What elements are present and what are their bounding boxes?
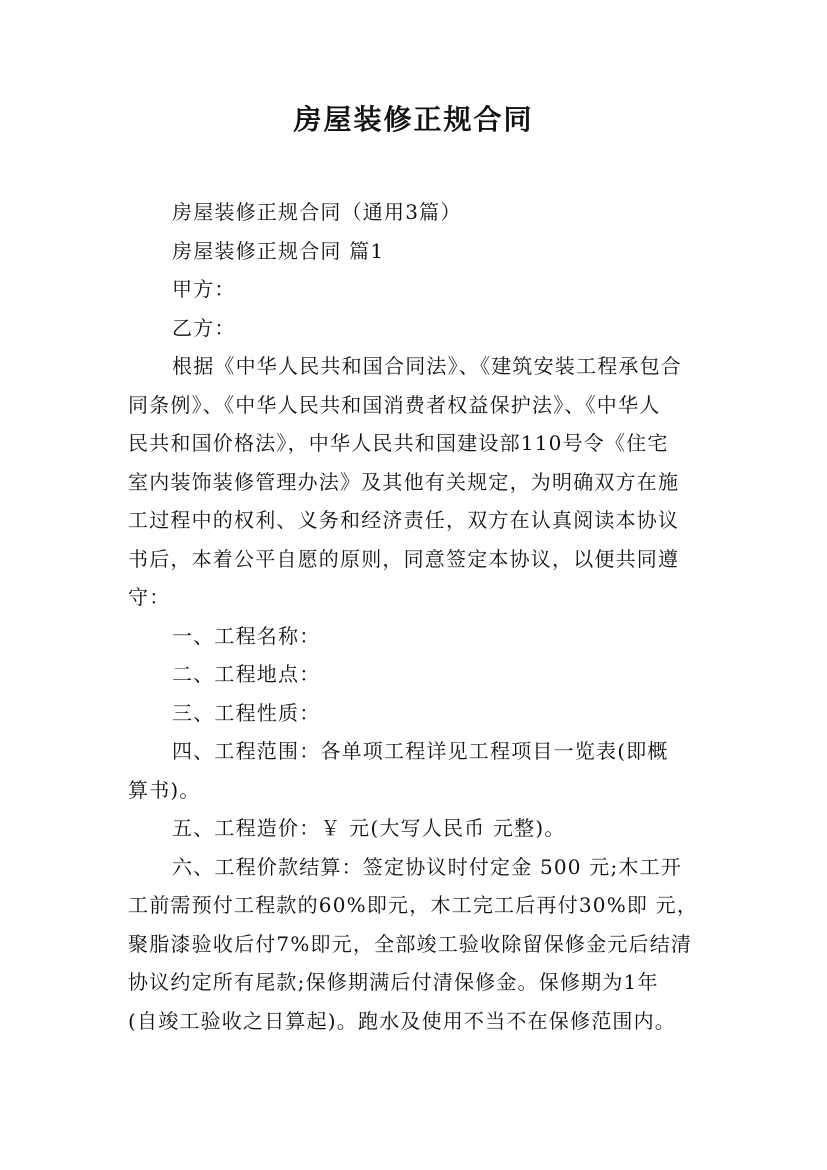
paragraph-line: 室内装饰装修管理办法》及其他有关规定，为明确双方在施	[128, 469, 680, 494]
paragraph-line: 同条例》、《中华人民共和国消费者权益保护法》、《中华人	[128, 392, 661, 417]
document-body	[128, 193, 713, 1040]
party-b-line: 乙方：	[172, 315, 236, 340]
preamble-paragraph	[128, 347, 713, 617]
clause-project-cost: 五、工程造价：￥ 元(大写人民币 元整)。	[172, 816, 566, 840]
paragraph-line: 算书)。	[128, 777, 201, 802]
clause-project-location: 二、工程地点：	[172, 662, 321, 686]
document-title: 房屋装修正规合同	[293, 103, 534, 136]
paragraph-line: 聚脂漆验收后付7%即元，全部竣工验收除留保修金元后结清	[128, 931, 693, 956]
paragraph-line: (自竣工验收之日算起)。跑水及使用不当不在保修范围内。	[128, 1008, 677, 1033]
party-a-line: 甲方：	[172, 277, 236, 301]
clause-project-scope	[128, 732, 713, 809]
paragraph-line: 四、工程范围：各单项工程详见工程项目一览表(即概	[172, 739, 669, 763]
clause-project-nature: 三、工程性质：	[172, 700, 321, 725]
paragraph-line: 民共和国价格法》，中华人民共和国建设部110号令《住宅	[128, 431, 669, 455]
clause-project-name: 一、工程名称：	[172, 623, 321, 648]
section-heading: 房屋装修正规合同 篇1	[172, 238, 385, 263]
paragraph-line: 工前需预付工程款的60%即元，木工完工后再付30%即 元，	[128, 893, 699, 917]
paragraph-line: 书后，本着公平自愿的原则，同意签定本协议，以便共同遵	[128, 546, 680, 571]
paragraph-line: 协议约定所有尾款;保修期满后付清保修金。保修期为1年	[128, 970, 659, 994]
subtitle-line: 房屋装修正规合同（通用3篇）	[172, 200, 462, 224]
paragraph-line: 守：	[128, 585, 171, 609]
clause-payment-settlement	[128, 848, 713, 1041]
paragraph-line: 工过程中的权利、义务和经济责任，双方在认真阅读本协议	[128, 508, 680, 532]
paragraph-line: 根据《中华人民共和国合同法》、《建筑安装工程承包合	[172, 354, 682, 378]
paragraph-line: 六、工程价款结算：签定协议时付定金 500 元;木工开	[172, 854, 683, 879]
